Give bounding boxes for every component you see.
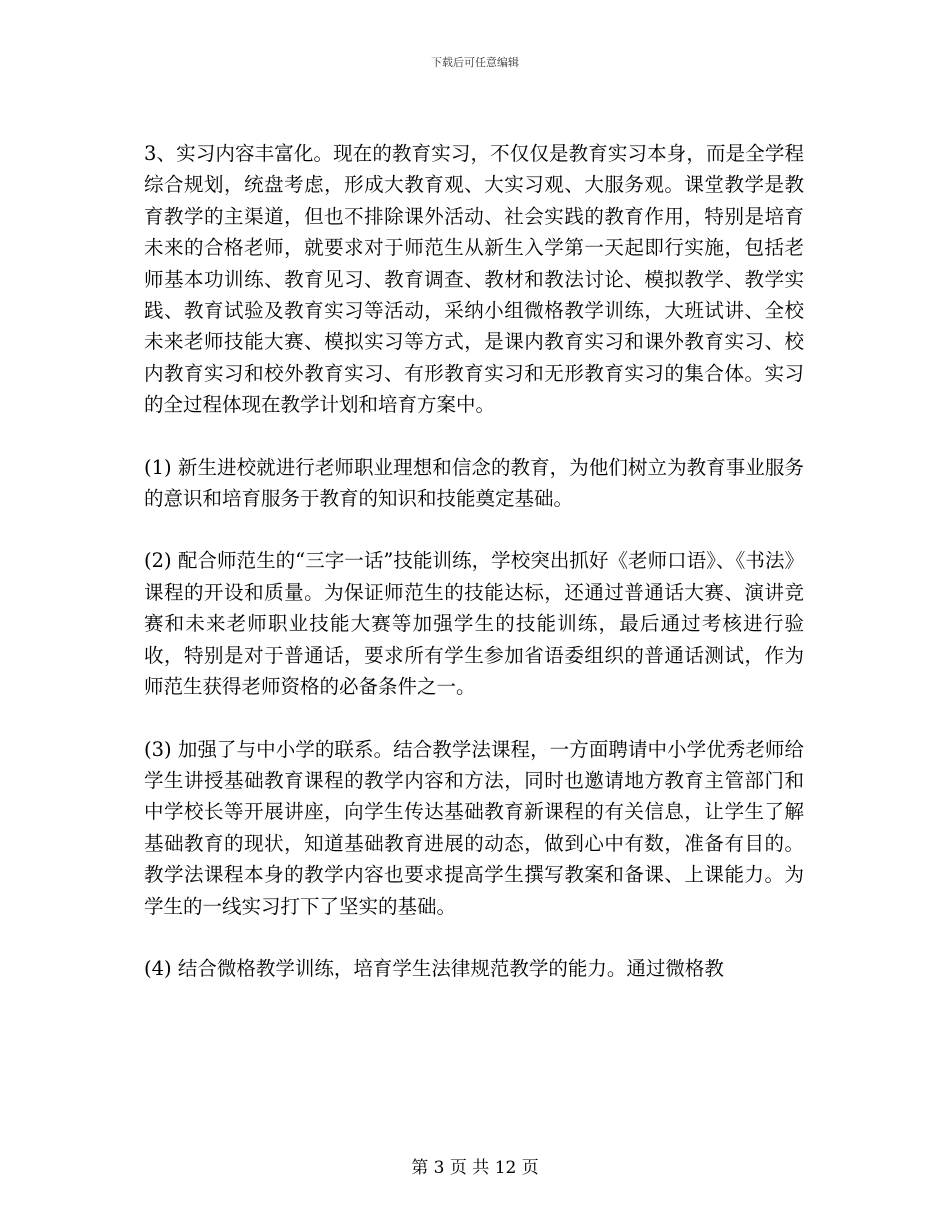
paragraph-subitem-4: (4) 结合微格教学训练，培育学生法律规范教学的能力。通过微格教 — [144, 956, 724, 980]
page-header: 下载后可任意编辑 — [431, 56, 519, 69]
paragraph-item-3: 3、实习内容丰富化。现在的教育实习，不仅仅是教育实习本身，而是全学程综合规划，统盘考虑，形成大教育观、大实习观、大服务观。课堂教学是教育教学的主渠道，但也不排除课外活动、社会实践的教育作用，特别是培育未来的合格老师，就要求对于师范生从新生入学第一天起即行实施，包括老师基本功训练、教育见习、教育调查、教材和教法讨论、模拟教学、教学实践、教育试验及教育实习等活动，采纳小组微格教学训练，大班试讲、全校未来老师技能大赛、模拟实习等方式，是课内教育实习和课外教育实习、校内教育实习和校外教育实习、有形教育实习和无形教育实习的集合体。实习的全过程体现在教学计划和培育方案中。 — [144, 142, 804, 417]
paragraph-subitem-3: (3) 加强了与中小学的联系。结合教学法课程，一方面聘请中小学优秀老师给学生讲授基础教育课程的教学内容和方法，同时也邀请地方教育主管部门和中学校长等开展讲座，向学生传达基础教育新课程的有关信息，让学生了解基础教育的现状，知道基础教育进展的动态，做到心中有数，准备有目的。教学法课程本身的教学内容也要求提高学生撰写教案和备课、上课能力。为学生的一线实习打下了坚实的基础。 — [144, 737, 804, 918]
paragraph-subitem-2: (2) 配合师范生的“三字一话”技能训练，学校突出抓好《老师口语》、《书法》课程的开设和质量。为保证师范生的技能达标，还通过普通话大赛、演讲竞赛和未来老师职业技能大赛等加强学生的技能训练，最后通过考核进行验收，特别是对于普通话，要求所有学生参加省语委组织的普通话测试，作为师范生获得老师资格的必备条件之一。 — [144, 549, 804, 699]
paragraph-subitem-1: (1) 新生进校就进行老师职业理想和信念的教育，为他们树立为教育事业服务的意识和培育服务于教育的知识和技能奠定基础。 — [144, 455, 804, 511]
document-body — [144, 138, 804, 984]
page-footer: 第 3 页 共 12 页 — [411, 1158, 539, 1178]
